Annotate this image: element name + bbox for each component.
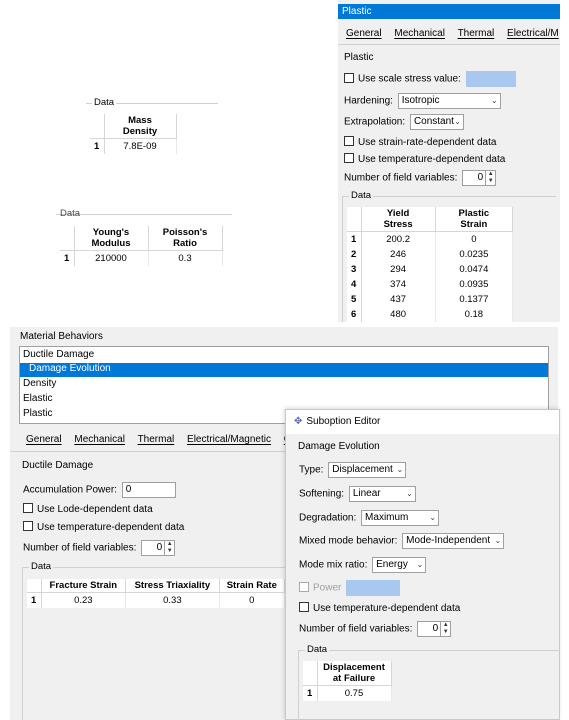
softening-value: Linear bbox=[352, 488, 381, 499]
row-number: 6 bbox=[347, 307, 361, 322]
plastic-table[interactable] bbox=[347, 207, 513, 322]
field-vars-spinner[interactable] bbox=[417, 621, 451, 637]
temp-dependent-label: Use temperature-dependent data bbox=[358, 154, 506, 165]
extrapolation-label: Extrapolation: bbox=[344, 116, 406, 128]
cell[interactable]: 7.8E-09 bbox=[104, 139, 176, 154]
elastic-data-label-clipped: Data bbox=[60, 208, 84, 212]
spinner-arrows-icon[interactable]: ▲ ▼ bbox=[440, 622, 450, 636]
corner-cell bbox=[60, 226, 74, 251]
move-arrows-icon: ✥ bbox=[294, 416, 303, 427]
tab-mechanical[interactable]: Mechanical bbox=[394, 28, 445, 39]
cell[interactable]: 0 bbox=[219, 593, 284, 608]
col-plastic-strain: Plastic Strain bbox=[435, 207, 512, 232]
lode-label: Use Lode-dependent data bbox=[37, 504, 153, 515]
mode-mix-select[interactable] bbox=[372, 557, 426, 573]
lode-checkbox[interactable] bbox=[23, 503, 33, 513]
cell[interactable]: 0.0474 bbox=[435, 262, 512, 277]
table-row[interactable] bbox=[347, 307, 513, 322]
field-vars-row bbox=[344, 170, 496, 186]
plastic-panel bbox=[338, 0, 560, 322]
cell[interactable]: 0.3 bbox=[148, 251, 222, 266]
ductile-section-label: Ductile Damage bbox=[22, 460, 94, 471]
mixed-mode-row bbox=[299, 533, 504, 549]
row-number: 5 bbox=[347, 292, 361, 307]
suboption-title: Suboption Editor bbox=[306, 416, 381, 427]
col-strain-rate: Strain Rate bbox=[219, 579, 284, 593]
lode-row bbox=[23, 503, 153, 515]
type-label: Type: bbox=[299, 464, 324, 476]
cell[interactable]: 0.23 bbox=[41, 593, 126, 608]
col-youngs-modulus: Young's Modulus bbox=[74, 226, 148, 251]
tab-thermal[interactable]: Thermal bbox=[137, 434, 175, 445]
plastic-title-bar bbox=[338, 4, 560, 19]
list-item[interactable]: Elastic bbox=[23, 393, 53, 404]
cell[interactable]: 200.2 bbox=[361, 232, 435, 247]
corner-cell bbox=[90, 114, 104, 139]
mode-mix-value: Energy bbox=[376, 559, 408, 570]
scale-stress-row bbox=[344, 71, 516, 87]
mixed-mode-value: Mode-Independent bbox=[406, 535, 491, 546]
temp-dependent-checkbox[interactable] bbox=[299, 602, 309, 612]
chevron-down-icon: ⌄ bbox=[454, 117, 461, 126]
density-data-group bbox=[86, 97, 218, 159]
hardening-select[interactable] bbox=[398, 93, 501, 109]
temp-dependent-checkbox[interactable] bbox=[23, 521, 33, 531]
tab-electrical[interactable]: Electrical/M bbox=[507, 28, 559, 39]
degradation-select[interactable] bbox=[361, 510, 439, 526]
temp-dependent-label: Use temperature-dependent data bbox=[313, 603, 461, 614]
field-vars-label: Number of field variables: bbox=[299, 623, 413, 635]
list-item-selected[interactable]: Damage Evolution bbox=[20, 363, 548, 377]
row-number: 1 bbox=[60, 251, 74, 266]
mixed-mode-select[interactable] bbox=[402, 533, 504, 549]
accum-power-row bbox=[23, 482, 176, 498]
cell[interactable]: 0.75 bbox=[317, 686, 391, 701]
tab-mechanical[interactable]: Mechanical bbox=[74, 434, 125, 445]
chevron-down-icon: ⌄ bbox=[429, 513, 437, 522]
power-row bbox=[299, 580, 400, 596]
temp-dependent-label: Use temperature-dependent data bbox=[37, 522, 185, 533]
col-displacement-at-failure: Displacement at Failure bbox=[317, 661, 391, 686]
table-row[interactable] bbox=[90, 139, 176, 154]
temp-dep-row bbox=[344, 153, 505, 165]
cell[interactable]: 210000 bbox=[74, 251, 148, 266]
softening-select[interactable] bbox=[349, 486, 416, 502]
plastic-data-label: Data bbox=[351, 190, 372, 201]
chevron-down-icon: ⌄ bbox=[416, 560, 424, 569]
table-row[interactable] bbox=[303, 686, 391, 701]
row-number: 4 bbox=[347, 277, 361, 292]
scale-stress-input[interactable] bbox=[466, 71, 516, 87]
chevron-down-icon: ⌄ bbox=[494, 536, 502, 545]
list-item[interactable]: Ductile Damage bbox=[23, 349, 95, 360]
extrapolation-row bbox=[344, 114, 464, 130]
material-tabs bbox=[26, 434, 304, 445]
hardening-row bbox=[344, 93, 501, 109]
density-table[interactable] bbox=[90, 114, 177, 154]
table-row[interactable] bbox=[347, 277, 513, 292]
field-vars-label: Number of field variables: bbox=[344, 172, 458, 184]
temp-dep-row bbox=[299, 602, 460, 614]
col-stress-triaxiality: Stress Triaxiality bbox=[126, 579, 219, 593]
type-select[interactable] bbox=[328, 462, 406, 478]
corner-cell bbox=[27, 579, 41, 593]
power-label: Power bbox=[313, 582, 342, 594]
damage-evolution-label: Damage Evolution bbox=[298, 441, 380, 452]
field-vars-spinner[interactable] bbox=[462, 170, 496, 186]
corner-cell bbox=[303, 661, 317, 686]
field-vars-value: 0 bbox=[432, 623, 439, 634]
type-row bbox=[299, 462, 406, 478]
field-vars-row bbox=[299, 621, 451, 637]
plastic-tabs bbox=[346, 28, 569, 39]
corner-cell bbox=[347, 207, 361, 232]
tab-electrical-magnetic[interactable]: Electrical/Magnetic bbox=[187, 434, 271, 445]
cell[interactable]: 294 bbox=[361, 262, 435, 277]
plastic-data-group bbox=[342, 190, 556, 322]
field-vars-row bbox=[23, 540, 175, 556]
elastic-table[interactable] bbox=[60, 226, 223, 266]
suboption-editor-window bbox=[285, 409, 560, 720]
suboption-title-bar[interactable] bbox=[286, 410, 559, 434]
power-input[interactable] bbox=[346, 580, 400, 596]
cell[interactable]: 0.33 bbox=[126, 593, 219, 608]
suboption-data-group bbox=[298, 644, 560, 720]
tab-general[interactable]: General bbox=[346, 28, 382, 39]
behaviors-label: Material Behaviors bbox=[20, 331, 103, 342]
type-value: Displacement bbox=[332, 464, 393, 475]
cell[interactable]: 480 bbox=[361, 307, 435, 322]
divider bbox=[338, 44, 560, 45]
chevron-down-icon: ⌄ bbox=[396, 465, 404, 474]
mode-mix-row bbox=[299, 557, 426, 573]
field-vars-spinner[interactable] bbox=[141, 540, 175, 556]
degradation-row bbox=[299, 510, 439, 526]
mode-mix-label: Mode mix ratio: bbox=[299, 559, 368, 571]
softening-label: Softening: bbox=[299, 488, 345, 500]
field-vars-value: 0 bbox=[156, 542, 163, 553]
degradation-label: Degradation: bbox=[299, 512, 357, 524]
ductile-table[interactable] bbox=[27, 579, 285, 608]
spinner-arrows-icon[interactable]: ▲ ▼ bbox=[164, 541, 174, 555]
cell[interactable]: 0 bbox=[435, 232, 512, 247]
table-row[interactable] bbox=[60, 251, 222, 266]
strain-rate-row bbox=[344, 136, 496, 148]
cell[interactable]: 0.0235 bbox=[435, 247, 512, 262]
ductile-data-group bbox=[22, 561, 288, 720]
cell[interactable]: 246 bbox=[361, 247, 435, 262]
suboption-table[interactable] bbox=[303, 661, 392, 701]
hardening-label: Hardening: bbox=[344, 95, 393, 107]
softening-row bbox=[299, 486, 416, 502]
density-data-label: Data bbox=[94, 97, 115, 108]
accum-power-input[interactable] bbox=[122, 482, 176, 498]
suboption-data-label: Data bbox=[307, 644, 328, 655]
table-row[interactable] bbox=[347, 247, 513, 262]
tab-general[interactable]: General bbox=[26, 434, 62, 445]
list-item[interactable]: Density bbox=[23, 378, 57, 389]
row-number: 1 bbox=[27, 593, 41, 608]
row-number: 2 bbox=[347, 247, 361, 262]
table-row[interactable] bbox=[347, 292, 513, 307]
temp-dependent-checkbox[interactable] bbox=[344, 153, 354, 163]
scale-stress-label: Use scale stress value: bbox=[358, 73, 461, 85]
extrapolation-value: Constant bbox=[413, 116, 454, 127]
cell[interactable]: 437 bbox=[361, 292, 435, 307]
table-row[interactable] bbox=[27, 593, 285, 608]
power-checkbox[interactable] bbox=[299, 582, 309, 592]
row-number: 1 bbox=[90, 139, 104, 154]
temp-dep-row bbox=[23, 521, 184, 533]
row-number: 3 bbox=[347, 262, 361, 277]
cell[interactable]: 0.0935 bbox=[435, 277, 512, 292]
field-vars-label: Number of field variables: bbox=[23, 542, 137, 554]
list-item[interactable]: Plastic bbox=[23, 408, 53, 419]
extrapolation-select[interactable] bbox=[410, 114, 464, 130]
col-poissons-ratio: Poisson's Ratio bbox=[148, 226, 222, 251]
row-number: 1 bbox=[303, 686, 317, 701]
table-row[interactable] bbox=[347, 232, 513, 247]
tab-thermal[interactable]: Thermal bbox=[457, 28, 495, 39]
accum-power-label: Accumulation Power: bbox=[23, 484, 117, 496]
hardening-value: Isotropic bbox=[401, 95, 440, 106]
mixed-mode-label: Mixed mode behavior: bbox=[299, 535, 398, 547]
chevron-down-icon: ⌄ bbox=[491, 96, 498, 105]
col-mass-density: Mass Density bbox=[104, 114, 176, 139]
cell[interactable]: 0.18 bbox=[435, 307, 512, 322]
degradation-value: Maximum bbox=[365, 512, 409, 523]
elastic-data-group bbox=[56, 208, 232, 266]
accum-power-value: 0 bbox=[125, 484, 132, 495]
col-fracture-strain: Fracture Strain bbox=[41, 579, 126, 593]
cell[interactable]: 374 bbox=[361, 277, 435, 292]
chevron-down-icon: ⌄ bbox=[406, 489, 413, 498]
field-vars-value: 0 bbox=[477, 172, 484, 183]
plastic-title: Plastic bbox=[342, 6, 372, 17]
row-number: 1 bbox=[347, 232, 361, 247]
ductile-data-label: Data bbox=[31, 561, 52, 572]
strain-rate-checkbox[interactable] bbox=[344, 136, 354, 146]
strain-rate-label: Use strain-rate-dependent data bbox=[358, 137, 497, 148]
cell[interactable]: 0.1377 bbox=[435, 292, 512, 307]
scale-stress-checkbox[interactable] bbox=[344, 73, 354, 83]
plastic-section-label: Plastic bbox=[344, 52, 374, 63]
spinner-arrows-icon[interactable]: ▲ ▼ bbox=[485, 171, 495, 185]
table-row[interactable] bbox=[347, 262, 513, 277]
col-yield-stress: Yield Stress bbox=[361, 207, 435, 232]
